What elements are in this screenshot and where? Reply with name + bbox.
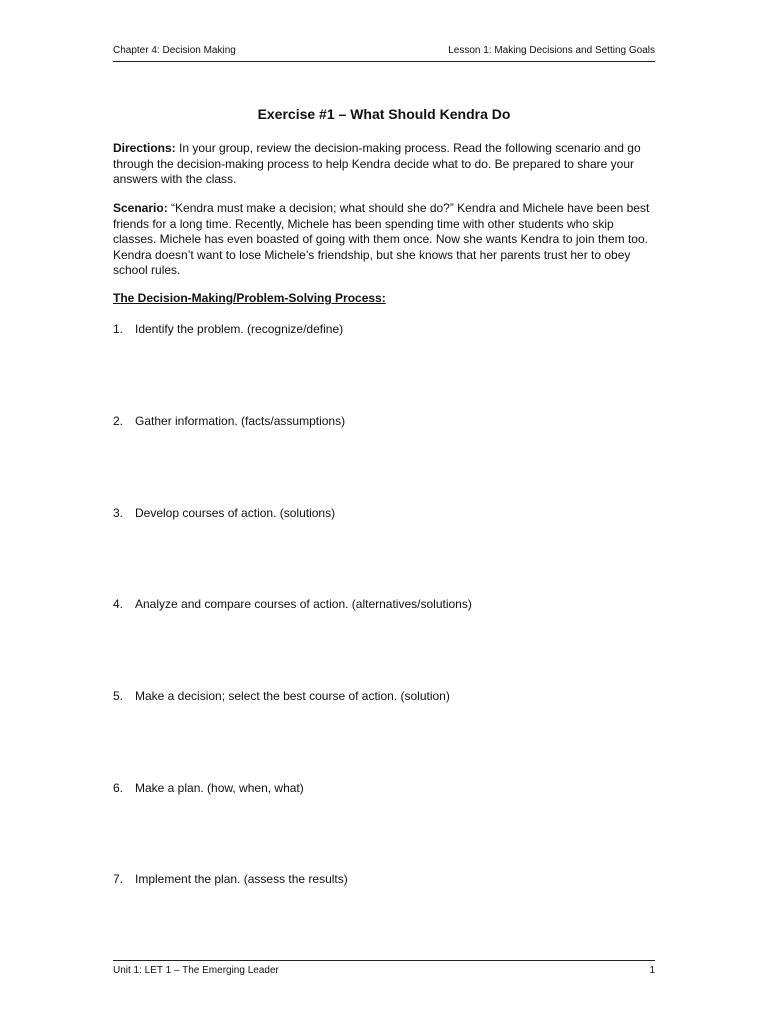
- step-item: [113, 322, 343, 336]
- page-footer: [113, 960, 655, 976]
- step-number: 2.: [113, 414, 124, 428]
- step-number: 3.: [113, 506, 124, 520]
- directions-text: In your group, review the decision-making process. Read the following scenario and go through the decision-making process to help Kendra decide what to do. Be prepared to share your answers with the class.: [113, 141, 641, 186]
- step-number: 4.: [113, 597, 124, 611]
- step-number: 1.: [113, 322, 124, 336]
- directions-label: Directions:: [113, 141, 176, 155]
- step-text: Gather information. (facts/assumptions): [135, 414, 346, 428]
- header-chapter: Chapter 4: Decision Making: [113, 45, 236, 56]
- step-text: Make a plan. (how, when, what): [135, 781, 304, 795]
- step-item: [113, 506, 335, 520]
- header-lesson: Lesson 1: Making Decisions and Setting Goals: [448, 45, 655, 56]
- step-number: 5.: [113, 689, 124, 703]
- step-text: Analyze and compare courses of action. (alternatives/solutions): [135, 597, 472, 611]
- process-heading: The Decision-Making/Problem-Solving Process:: [113, 291, 386, 305]
- step-text: Implement the plan. (assess the results): [135, 872, 348, 886]
- step-number: 7.: [113, 872, 124, 886]
- scenario-text: “Kendra must make a decision; what should she do?” Kendra and Michele have been best friends for a long time. Recently, Michele has been spending time with other students who skip classes. Michele has even boasted of going with them once. Now she wants Kendra to join them too. Kendra doesn’t want to lose Michele’s friendship, but she knows that her parents trust her to obey school rules.: [113, 201, 650, 277]
- step-item: [113, 689, 450, 703]
- step-item: [113, 597, 472, 611]
- footer-unit: Unit 1: LET 1 – The Emerging Leader: [113, 965, 279, 976]
- scenario-label: Scenario:: [113, 201, 168, 215]
- scenario-paragraph: [113, 201, 655, 279]
- page-title: Exercise #1 – What Should Kendra Do: [257, 106, 511, 122]
- step-number: 6.: [113, 781, 124, 795]
- step-item: [113, 872, 348, 886]
- page-number: 1: [649, 965, 655, 976]
- step-item: [113, 781, 304, 795]
- directions-paragraph: [113, 141, 655, 188]
- step-item: [113, 414, 345, 428]
- page-header: [113, 45, 655, 62]
- step-text: Develop courses of action. (solutions): [135, 506, 336, 520]
- step-text: Identify the problem. (recognize/define): [135, 322, 344, 336]
- step-text: Make a decision; select the best course of action. (solution): [135, 689, 450, 703]
